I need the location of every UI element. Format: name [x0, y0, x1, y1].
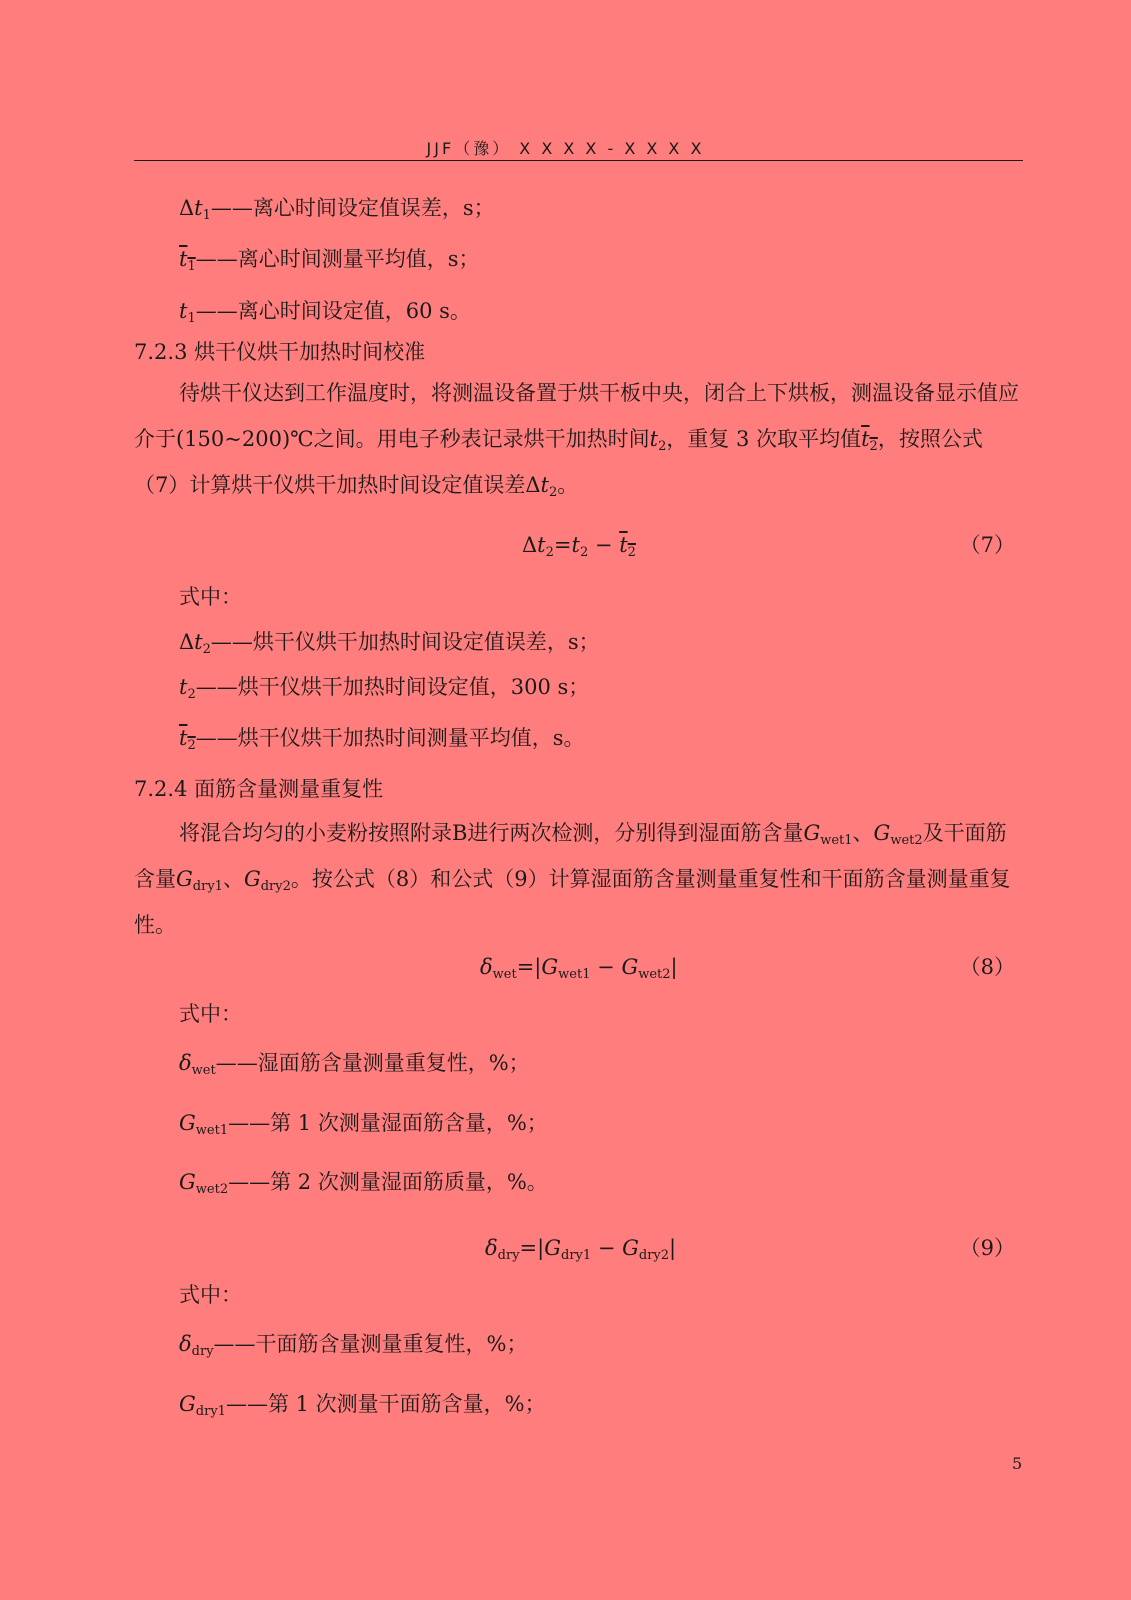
def-delta-wet: $\delta_{wet}——$湿面筋含量测量重复性，%； — [179, 1051, 530, 1078]
def-g-dry1: $G_{dry1}——$第 1 次测量干面筋含量，%； — [179, 1392, 546, 1419]
def-delta-t1: $\Delta t_1——$离心时间设定值误差，s； — [179, 196, 495, 223]
equation-9: $\delta_{dry}=|G_{dry1} - G_{dry2}|$ — [485, 1236, 677, 1263]
shizhong-label: 式中： — [179, 585, 242, 609]
equation-number-7: （7） — [959, 533, 1015, 557]
header-divider — [134, 160, 1023, 161]
shizhong-label: 式中： — [179, 1002, 242, 1026]
def-g-wet1: $G_{wet1}——$第 1 次测量湿面筋含量，%； — [179, 1111, 548, 1138]
def-delta-dry: $\delta_{dry}——$干面筋含量测量重复性，%； — [179, 1332, 528, 1359]
equation-7: $\Delta t_2=t_2 - t_2$ — [522, 533, 636, 560]
equation-8: $\delta_{wet}=|G_{wet1} - G_{wet2}|$ — [480, 955, 678, 982]
section-title-724: 7.2.4 面筋含量测量重复性 — [134, 777, 384, 801]
def-t2-mean: $t_2——$烘干仪烘干加热时间测量平均值，s。 — [179, 726, 585, 753]
def-t2: $t_2——$烘干仪烘干加热时间设定值，300 s； — [179, 675, 590, 702]
page-number: 5 — [1012, 1454, 1023, 1473]
section-title-723: 7.2.3 烘干仪烘干加热时间校准 — [134, 340, 426, 364]
def-t1: $t_1——$离心时间设定值，60 s。 — [179, 299, 471, 326]
def-g-wet2: $G_{wet2}——$第 2 次测量湿面筋质量，%。 — [179, 1170, 548, 1197]
shizhong-label: 式中： — [179, 1283, 242, 1307]
equation-number-9: （9） — [959, 1236, 1015, 1260]
paragraph-724: 将混合均匀的小麦粉按照附录B进行两次检测，分别得到湿面筋含量$G_{wet1}$、$G_{wet2}$及干面筋含量$G_{dry1}$、$G_{dry2}$。按公式（8）和公式（9）计算湿面筋含量测量重复性和干面筋含量测量重复性。 — [134, 821, 1011, 937]
def-t1-mean: $t_1——$离心时间测量平均值，s； — [179, 247, 480, 274]
page-header: JJF（豫） X X X X - X X X X — [426, 139, 705, 158]
def-delta-t2: $\Delta t_2——$烘干仪烘干加热时间设定值误差，s； — [179, 630, 600, 657]
equation-number-8: （8） — [959, 955, 1015, 979]
paragraph-723: 待烘干仪达到工作温度时，将测温设备置于烘干板中央，闭合上下烘板，测温设备显示值应介于(150~200)℃之间。用电子秒表记录烘干加热时间$t_2$，重复 3 次取平均值$t_2$，按照公式（7）计算烘干仪烘干加热时间设定值误差$\Delta t_2$。 — [134, 381, 1019, 500]
